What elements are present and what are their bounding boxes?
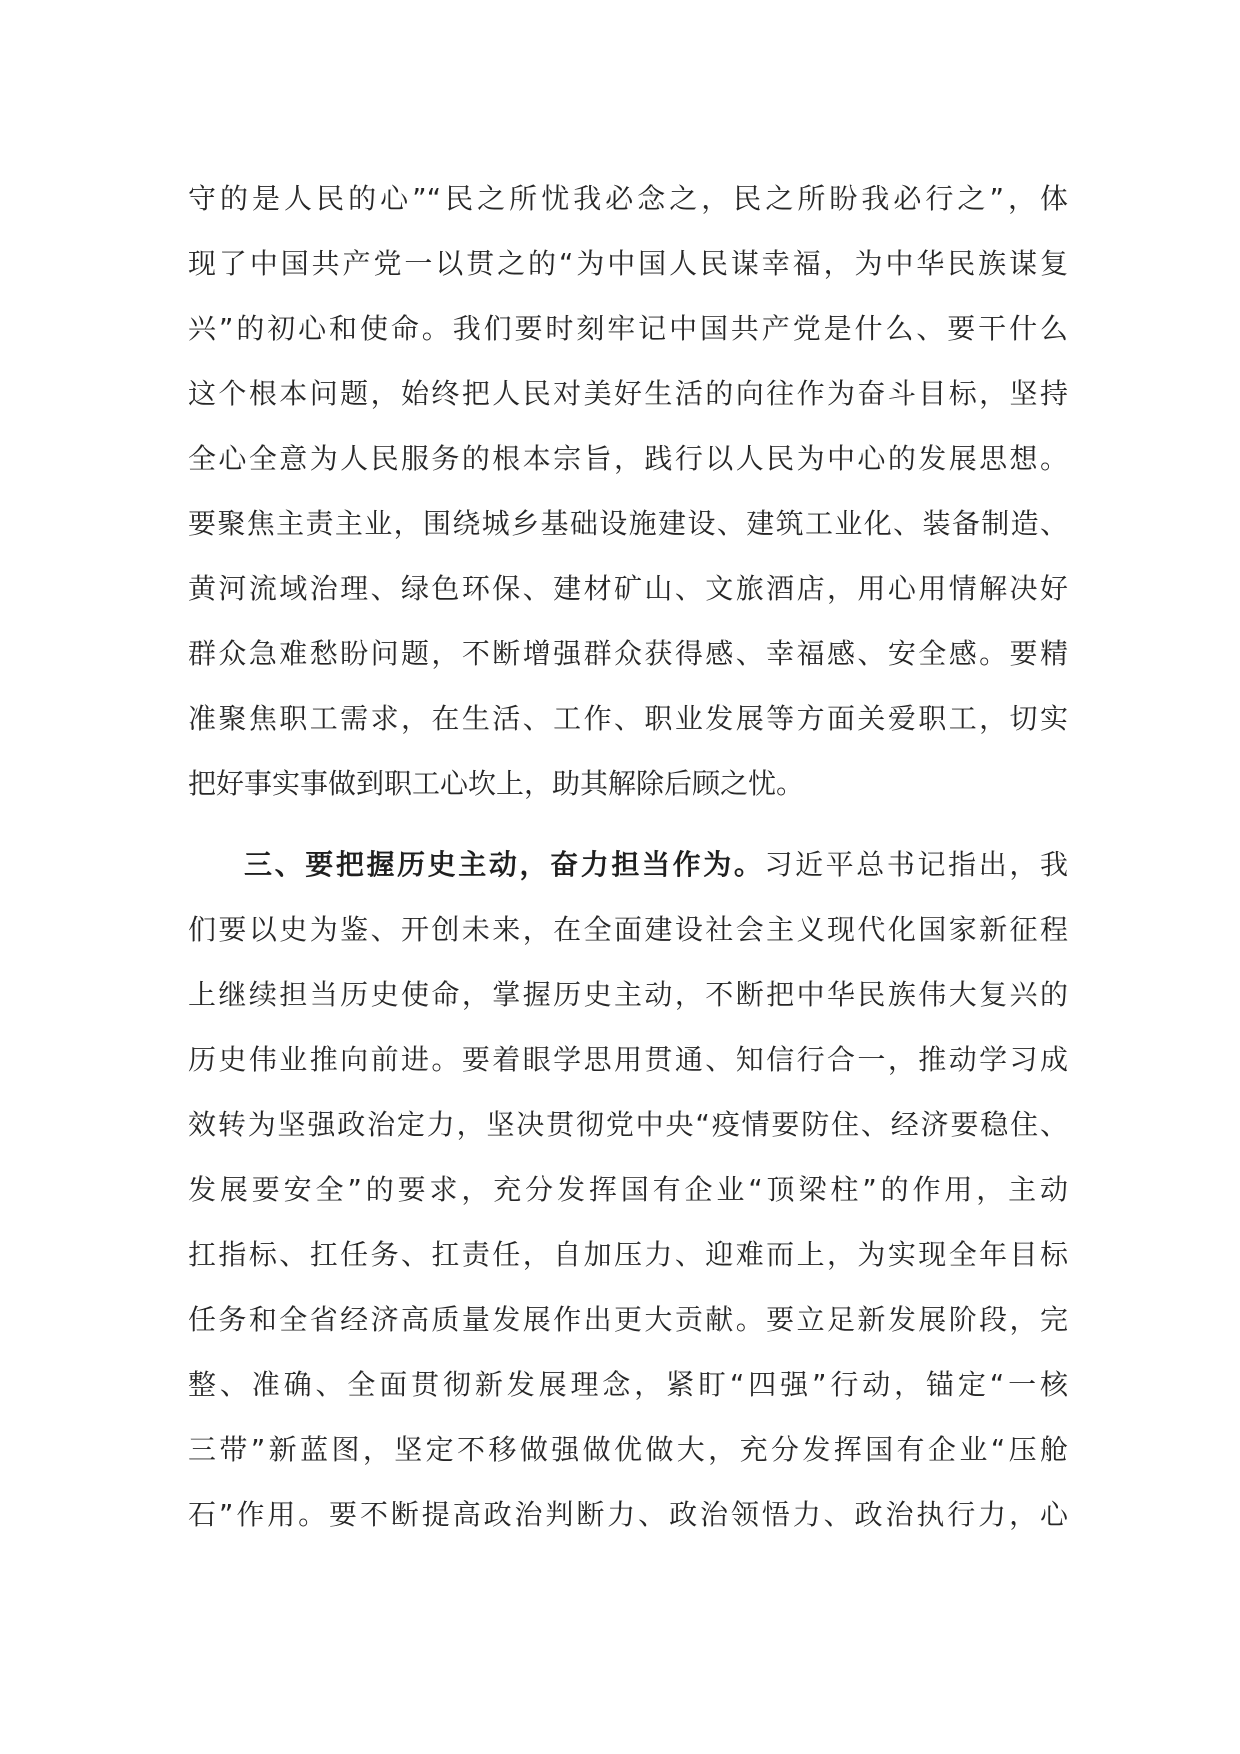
text-line: 效转为坚强政治定力，坚决贯彻党中央“疫情要防住、经济要稳住、 (188, 1108, 1068, 1141)
text-line: 现了中国共产党一以贯之的“为中国人民谋幸福，为中华民族谋复 (188, 247, 1068, 280)
section-heading: 三、要把握历史主动，奋力担当作为。 (244, 848, 765, 881)
paragraph-spacer (188, 816, 1068, 832)
text-line: 全心全意为人民服务的根本宗旨，践行以人民为中心的发展思想。 (188, 442, 1068, 475)
text-line: 们要以史为鉴、开创未来，在全面建设社会主义现代化国家新征程 (188, 913, 1068, 946)
text-line: 扛指标、扛任务、扛责任，自加压力、迎难而上，为实现全年目标 (188, 1238, 1068, 1271)
text-line: 这个根本问题，始终把人民对美好生活的向往作为奋斗目标，坚持 (188, 377, 1068, 410)
text-line: 要聚焦主责主业，围绕城乡基础设施建设、建筑工业化、装备制造、 (188, 507, 1068, 540)
text-line: 黄河流域治理、绿色环保、建材矿山、文旅酒店，用心用情解决好 (188, 572, 1068, 605)
paragraph-1 (188, 166, 1068, 816)
text-line: 准聚焦职工需求，在生活、工作、职业发展等方面关爱职工，切实 (188, 702, 1068, 735)
text-line: 历史伟业推向前进。要着眼学思用贯通、知信行合一，推动学习成 (188, 1043, 1068, 1076)
text-run: 习近平总书记指出，我 (764, 848, 1068, 881)
paragraph-2 (188, 832, 1068, 1547)
document-body (188, 166, 1068, 1547)
text-line: 石”作用。要不断提高政治判断力、政治领悟力、政治执行力，心 (188, 1498, 1068, 1531)
text-line: 发展要安全”的要求，充分发挥国有企业“顶梁柱”的作用，主动 (188, 1173, 1068, 1206)
text-line: 任务和全省经济高质量发展作出更大贡献。要立足新发展阶段，完 (188, 1303, 1068, 1336)
text-line: 群众急难愁盼问题，不断增强群众获得感、幸福感、安全感。要精 (188, 637, 1068, 670)
text-line: 三带”新蓝图，坚定不移做强做优做大，充分发挥国有企业“压舱 (188, 1433, 1068, 1466)
paragraph-first-line (188, 832, 1068, 897)
text-line: 把好事实事做到职工心坎上，助其解除后顾之忧。 (188, 767, 805, 800)
text-line: 兴”的初心和使命。我们要时刻牢记中国共产党是什么、要干什么 (188, 312, 1068, 345)
text-line: 整、准确、全面贯彻新发展理念，紧盯“四强”行动，锚定“一核 (188, 1368, 1068, 1401)
text-line: 上继续担当历史使命，掌握历史主动，不断把中华民族伟大复兴的 (188, 978, 1068, 1011)
text-line: 守的是人民的心”“民之所忧我必念之，民之所盼我必行之”，体 (188, 182, 1068, 215)
